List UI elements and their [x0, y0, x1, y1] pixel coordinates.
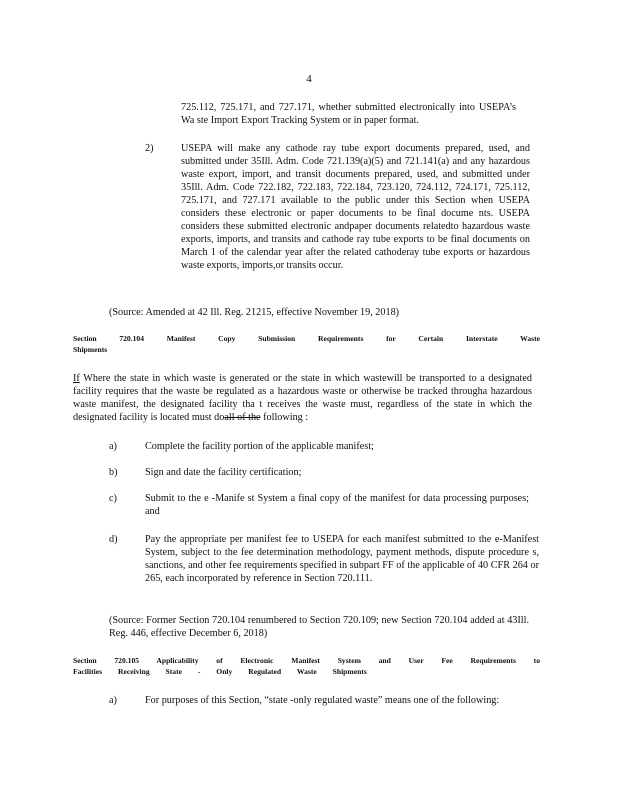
item-2-label: 2) [145, 143, 154, 154]
item-c-text: Submit to the e -Manife st System a final copy of the manifest for data processing purposes; and [145, 493, 529, 517]
item-a-label: a) [109, 441, 117, 452]
section-720-105-heading: Section 720.105 Applicability of Electronic Manifest System and User Fee Requirements to [73, 656, 540, 665]
source-note-2: (Source: Former Section 720.104 renumbered to Section 720.109; new Section 720.104 added at 43Ill. Reg. 446, effective December 6, 2018) [109, 615, 529, 639]
source-note-1: (Source: Amended at 42 Ill. Reg. 21215, effective November 19, 2018) [109, 307, 400, 318]
section-105-item-a-text: For purposes of this Section, “state -only regulated waste” means one of the following: [145, 695, 500, 706]
intro-text-part2: following : [260, 412, 309, 423]
item-d-label: d) [109, 534, 118, 545]
item-d-text: Pay the appropriate per manifest fee to USEPA for each manifest submitted to the e-Manifest System, subject to the fee determination methodology, payment methods, dispute procedure s, sanctions, and other fee requirements specified in subpart FF of the applicable of 40 CFR 264 or 265, each incorporated by reference in Section 720.111. [145, 534, 539, 584]
struck-words: all of the [224, 412, 261, 423]
section-720-105-heading-cont: Facilities Receiving State - Only Regulated Waste Shipments [73, 667, 367, 676]
section-720-104-heading-cont: Shipments [73, 345, 108, 354]
struck-word-if: If [73, 373, 80, 384]
item-b-label: b) [109, 467, 118, 478]
page-number: 4 [306, 73, 312, 85]
continuation-text: 725.112, 725.171, and 727.171, whether submitted electronically into USEPA’s Wa ste Import Export Tracking System or in paper format. [181, 102, 516, 126]
item-2-paragraph [181, 142, 530, 272]
intro-text-part1: Where the state in which waste is generated or the state in which wastewill be transported to a designated facility requires that the waste be regulated as a hazardous waste or otherwise be tracked througha hazardous waste manifest, the designated facility tha t receives the waste must, regardless of the state in which the designated facility is located must do [73, 373, 532, 423]
continuation-paragraph [181, 101, 516, 127]
section-105-item-a-label: a) [109, 695, 117, 706]
section-720-104-heading: Section 720.104 Manifest Copy Submission Requirements for Certain Interstate Waste [73, 334, 540, 343]
section-720-104-intro [73, 372, 532, 424]
item-2-text: USEPA will make any cathode ray tube export documents prepared, used, and submitted under 35Ill. Adm. Code 721.139(a)(5) and 721.141(a) and any hazardous waste export, import, and transit documents prepared, used, and submitted under 35Ill. Adm. Code 722.182, 722.183, 722.184, 723.120, 724.112, 724.171, 725.112, 725.171, and 727.171 available to the public under this Section when USEPA considers these electronic or paper documents to be final docume nts. USEPA considers these submitted electronic andpaper documents relatedto hazardous waste exports, imports, and transits and cathode ray tube exports to be final documents on March 1 of the calendar year after the related cathoderay tube exports or hazardous waste exports, imports,or transits occur. [181, 143, 530, 271]
item-c-label: c) [109, 493, 117, 504]
item-a-text: Complete the facility portion of the applicable manifest; [145, 441, 374, 452]
item-b-text: Sign and date the facility certification; [145, 467, 302, 478]
